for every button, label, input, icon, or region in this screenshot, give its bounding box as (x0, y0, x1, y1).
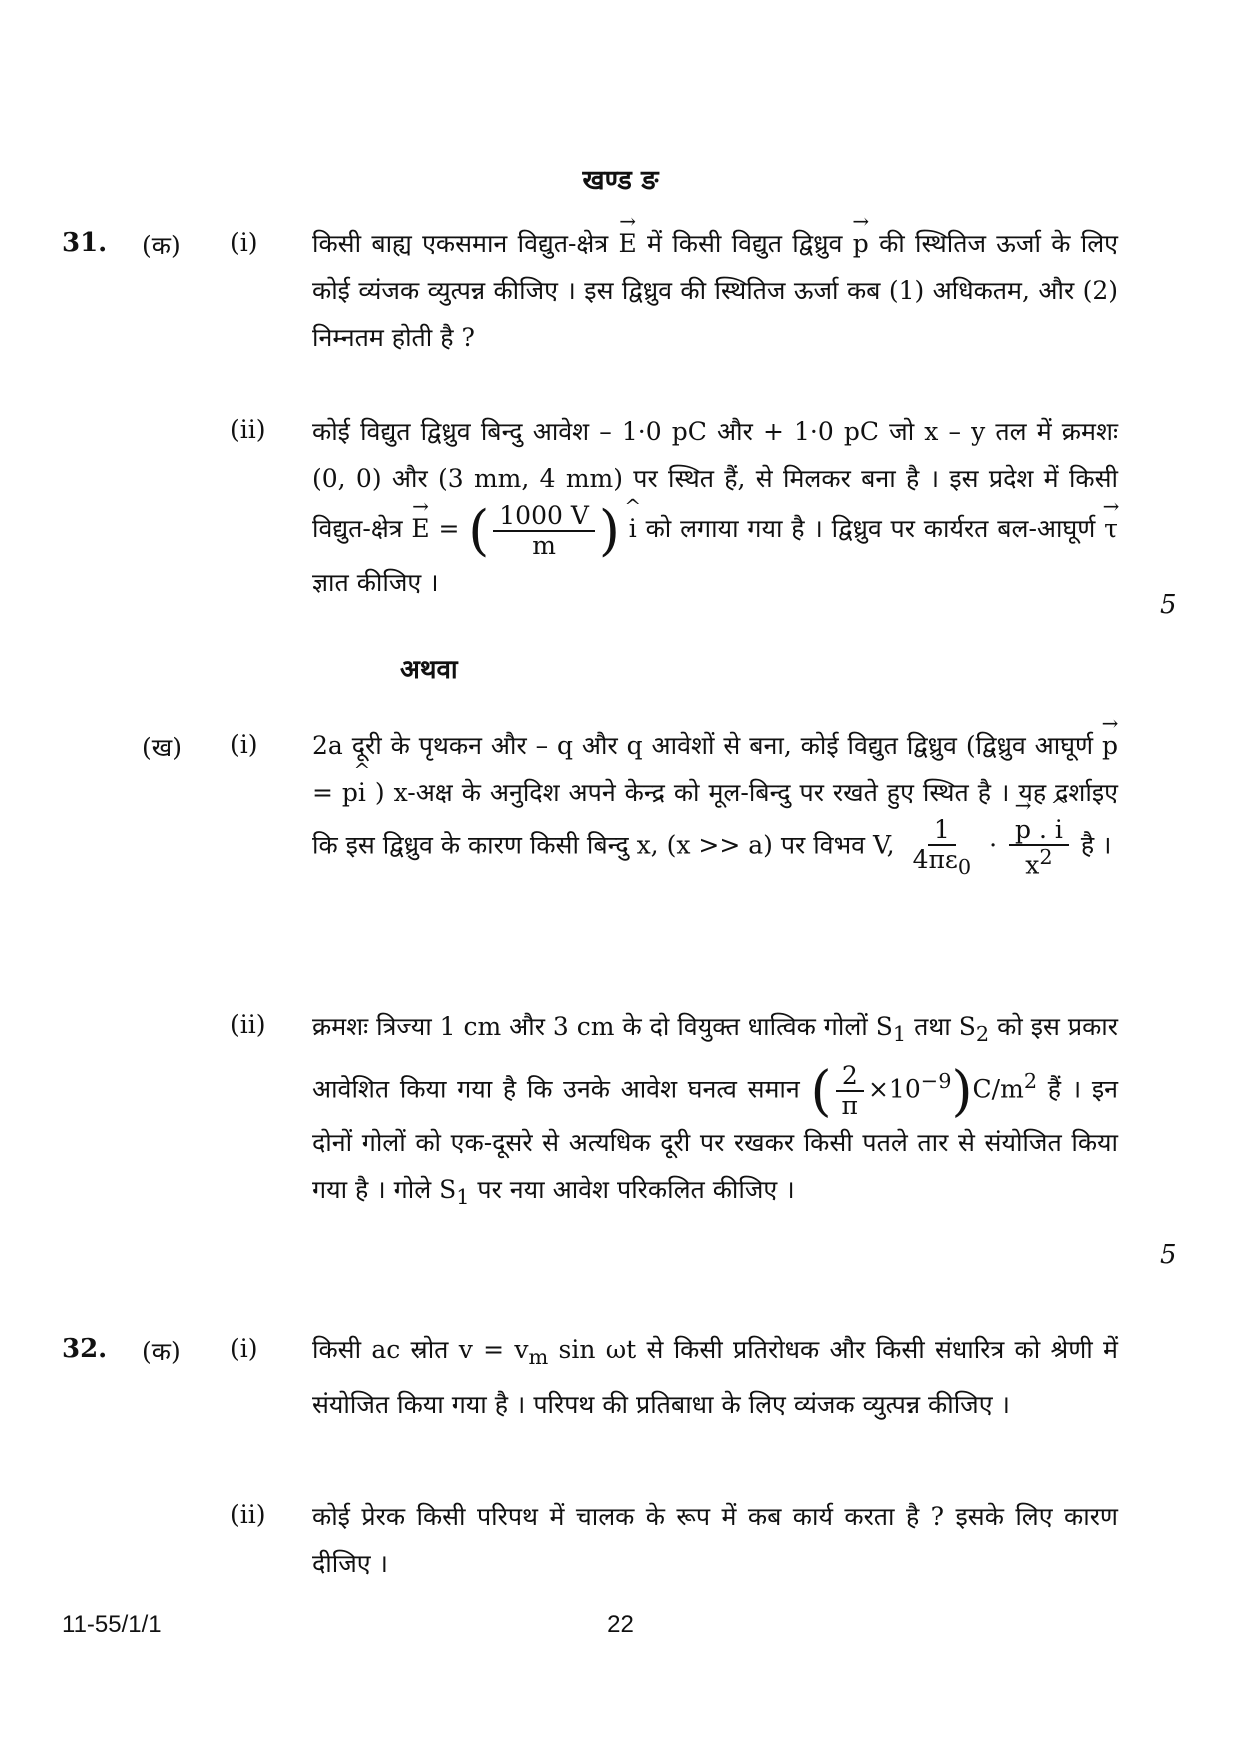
page-number: 22 (607, 1611, 634, 1638)
fraction-coulomb: $\frac{1}{4\pi\varepsilon_0}$ (912, 815, 972, 879)
paper-code: 11-55/1/1 (62, 1611, 162, 1638)
q32-a-i-label: (i) (230, 1334, 258, 1363)
unit-vector-i: ^ i (629, 505, 637, 552)
q31-part-a-label: (क) (142, 231, 181, 260)
q31-b-i-text: 2a दूरी के पृथकन और – q और q आवेशों से बना, कोई विद्युत द्विध्रुव (द्विध्रुव आघूर्ण → p = p^ i ) x-अक्ष के अनुदिश अपने केन्द्र को मूल-बिन्दु पर रखते हुए स्थित है । यह दर्शाइए कि इस द्विध्रुव के कारण किसी बिन्दु x, (x >> a) पर विभव V, $\frac{1}{4\pi\varepsilon_0}$ · → $\frac{p . \^{} i}{x^2}$ है । (312, 722, 1118, 878)
vector-tau: → τ (1104, 505, 1118, 552)
q31-part-b-label: (ख) (142, 733, 182, 762)
q31-b-ii-text: क्रमशः त्रिज्या 1 cm और 3 cm के दो वियुक्त धात्विक गोलों $S_1$ तथा $S_2$ को इस प्रकार आवेशित किया गया है कि उनके आवेश घनत्व समान ( $\frac{2}{\pi}$ $\times 10^{-9})C/m^2$ हैं । इन दोनों गोलों को एक-दूसरे से अत्यधिक दूरी पर रखकर किसी पतले तार से संयोजित किया गया है । गोले $S_1$ पर नया आवेश परिकलित कीजिए । (312, 1012, 1118, 1210)
q31-a-ii-label: (ii) (230, 415, 266, 444)
fraction-field: $\frac{1000 V}{m}$ (493, 502, 595, 559)
q31-a-i-text: किसी बाह्य एकसमान विद्युत-क्षेत्र → E में किसी विद्युत द्विध्रुव → p की स्थितिज ऊर्जा के लिए कोई व्यंजक व्युत्पन्न कीजिए । इस द्विध्रुव की स्थितिज ऊर्जा कब (1) अधिकतम, और (2) निम्नतम होती है ? (312, 220, 1118, 361)
q31-b-ii-label: (ii) (230, 1010, 266, 1039)
q32-a-ii-label: (ii) (230, 1500, 266, 1529)
vector-E: → E (618, 220, 636, 267)
marks: 5 (1160, 1240, 1177, 1270)
q31-b-i-label: (i) (230, 730, 258, 759)
q31-a-i-label: (i) (230, 228, 258, 257)
vector-p: → p (1102, 722, 1118, 769)
or-separator: अथवा (400, 655, 458, 685)
fraction-dipole: → $\frac{p . \^{} i}{x^2}$ (1009, 816, 1069, 878)
vector-E: → E (411, 505, 429, 552)
question-number-31: 31. (62, 228, 108, 258)
q32-part-a-label: (क) (142, 1337, 181, 1366)
q32-a-i-text: किसी ac स्रोत $v = v_m$ sin ωt से किसी प्रतिरोधक और किसी संधारित्र को श्रेणी में संयोजित किया गया है । परिपथ की प्रतिबाधा के लिए व्यंजक व्युत्पन्न कीजिए । (312, 1335, 1118, 1419)
q31-a-ii-text: कोई विद्युत द्विध्रुव बिन्दु आवेश – 1·0 pC और + 1·0 pC जो x – y तल में क्रमशः (0, 0) और (3 mm, 4 mm) पर स्थित हैं, से मिलकर बना है । इस प्रदेश में किसी विद्युत-क्षेत्र → E = ( $\frac{1000 V}{m}$ ) ^ i को लगाया गया है । द्विध्रुव पर कार्यरत बल-आघूर्ण → τ ज्ञात कीजिए । (312, 408, 1118, 606)
unit-vector-i: ^ i (358, 769, 366, 816)
section-title: खण्ड ङ (582, 165, 659, 196)
q32-a-ii-text: कोई प्रेरक किसी परिपथ में चालक के रूप में कब कार्य करता है ? इसके लिए कारण दीजिए । (312, 1502, 1118, 1578)
vector-p: → p (853, 220, 869, 267)
fraction-density: $\frac{2}{\pi}$ (836, 1062, 864, 1119)
marks: 5 (1160, 590, 1177, 620)
question-number-32: 32. (62, 1334, 108, 1364)
